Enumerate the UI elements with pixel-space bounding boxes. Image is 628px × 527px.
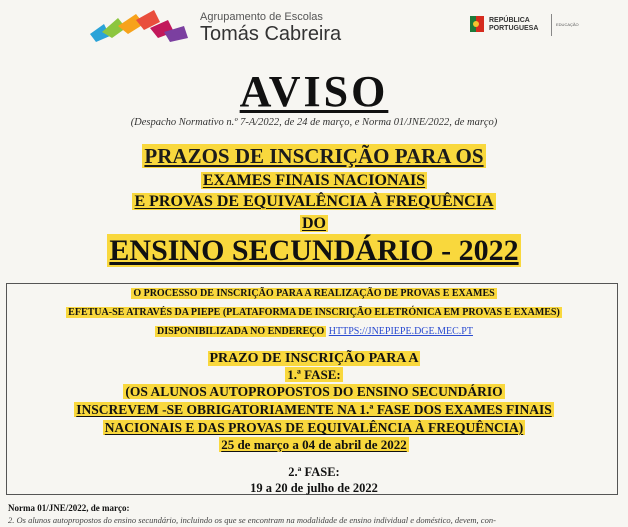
fase2-dates: 19 a 20 de julho de 2022 bbox=[250, 481, 378, 495]
headline-text1: PRAZOS DE INSCRIÇÃO PARA OS bbox=[144, 144, 484, 168]
school-name bbox=[200, 12, 341, 44]
headline-text5: ENSINO SECUNDÁRIO - 2022 bbox=[109, 234, 519, 267]
headline-text3: E PROVAS DE EQUIVALÊNCIA À FREQUÊNCIA bbox=[134, 193, 494, 210]
fase1-label bbox=[0, 367, 628, 383]
fase1-dates bbox=[0, 437, 628, 453]
headline-line1 bbox=[0, 144, 628, 169]
gov-line1: REPÚBLICA bbox=[489, 17, 530, 24]
box-text1: O PROCESSO DE INSCRIÇÃO PARA A REALIZAÇÃO DE PROVAS E EXAMES bbox=[133, 288, 495, 299]
headline-text4: DO bbox=[302, 215, 326, 232]
headline-line2 bbox=[0, 172, 628, 190]
fase1-dates-text: 25 de março a 04 de abril de 2022 bbox=[221, 437, 407, 452]
prazo-title bbox=[0, 351, 628, 367]
box-line3 bbox=[0, 326, 628, 337]
gov-divider bbox=[551, 14, 552, 36]
box-text3: DISPONIBILIZADA NO ENDEREÇO bbox=[157, 326, 325, 337]
government-name bbox=[489, 17, 538, 33]
piepe-link[interactable]: HTTPS://JNEPIEPE.DGE.MEC.PT bbox=[328, 326, 473, 337]
page-title: AVISO bbox=[239, 67, 389, 116]
despacho-reference: (Despacho Normativo n.º 7-A/2022, de 24 de março, e Norma 01/JNE/2022, de março) bbox=[130, 117, 498, 128]
gov-ministry: EDUCAÇÃO bbox=[556, 22, 579, 27]
prazo-title-text: PRAZO DE INSCRIÇÃO PARA A bbox=[209, 351, 419, 366]
headline-text2: EXAMES FINAIS NACIONAIS bbox=[202, 172, 426, 189]
headline-line4 bbox=[0, 215, 628, 233]
school-name-line1: Agrupamento de Escolas bbox=[200, 11, 323, 23]
footer-norma: Norma 01/JNE/2022, de março: bbox=[8, 503, 130, 513]
fase2-label: 2.ª FASE: bbox=[288, 465, 340, 479]
fase1-text: 1.ª FASE: bbox=[287, 367, 341, 382]
headline-line3 bbox=[0, 193, 628, 211]
note-text3: NACIONAIS E DAS PROVAS DE EQUIVALÊNCIA À FREQUÊNCIA) bbox=[104, 420, 524, 435]
box-line2 bbox=[0, 307, 628, 318]
gov-line2: PORTUGUESA bbox=[489, 25, 539, 32]
headline-line5 bbox=[0, 234, 628, 268]
school-name-line2: Tomás Cabreira bbox=[200, 23, 342, 45]
page-header bbox=[0, 0, 628, 60]
note-line1 bbox=[0, 384, 628, 400]
note-text2: INSCREVEM -SE OBRIGATORIAMENTE NA 1.ª FASE DOS EXAMES FINAIS bbox=[76, 402, 552, 417]
box-text2: EFETUA-SE ATRAVÉS DA PIEPE (PLATAFORMA DE INSCRIÇÃO ELETRÓNICA EM PROVAS E EXAMES) bbox=[68, 307, 560, 318]
school-logo-icon bbox=[88, 6, 198, 46]
note-line3 bbox=[0, 420, 628, 436]
note-text1: (OS ALUNOS AUTOPROPOSTOS DO ENSINO SECUNDÁRIO bbox=[125, 384, 503, 399]
box-line1 bbox=[0, 288, 628, 299]
footer-text: 2. Os alunos autopropostos do ensino secundário, incluindo os que se encontram na modalidade de ensino individual e doméstico, devem, con- bbox=[8, 515, 496, 525]
note-line2 bbox=[0, 402, 628, 418]
portugal-flag-icon bbox=[470, 16, 484, 32]
